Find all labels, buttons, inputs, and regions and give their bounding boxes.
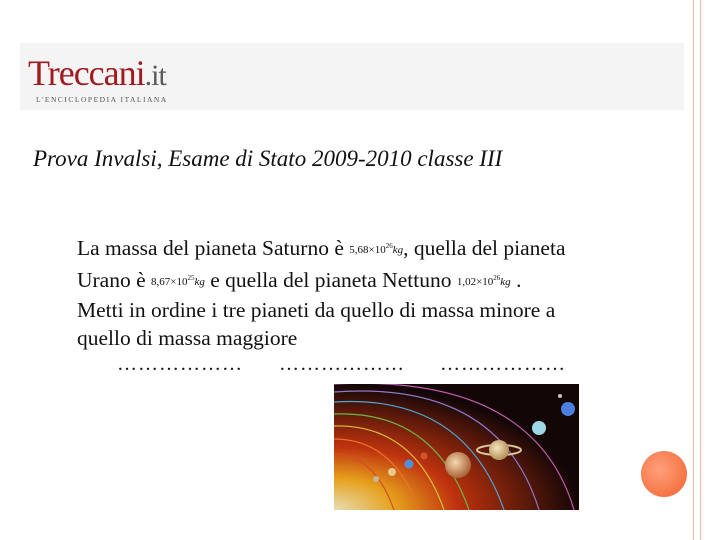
times-ten: ×10 (368, 244, 386, 256)
question-text-1b: , quella del pianeta (403, 236, 566, 260)
answer-blank-1: ……………… (117, 353, 243, 375)
logo-brand: Treccani (28, 53, 145, 93)
neptune-mass (457, 276, 511, 288)
saturn-exponent: 26 (385, 242, 393, 250)
planet-mercury (373, 476, 379, 482)
times-ten: ×10 (476, 276, 494, 288)
planet-mars (421, 453, 428, 460)
planet-uranus (532, 421, 546, 435)
question-line-4: quello di massa maggiore (77, 326, 298, 350)
planet-saturn (489, 440, 509, 460)
mass-unit: kg (194, 276, 205, 288)
question-line-1 (77, 232, 617, 264)
logo-tld: .it (144, 59, 166, 92)
neptune-mantissa: 1,02 (456, 276, 477, 288)
planet-neptune (561, 402, 575, 416)
answer-blank-2: ……………… (279, 353, 405, 375)
times-ten: ×10 (170, 276, 188, 288)
question-text-2b: e quella del pianeta Nettuno (210, 268, 452, 292)
treccani-logo (28, 55, 168, 104)
decor-circle (641, 451, 687, 497)
question-text-2a: Urano è (77, 268, 146, 292)
decor-rule-right (700, 0, 701, 540)
saturn-mantissa: 5,68 (349, 244, 369, 256)
question-text-1a: La massa del pianeta Saturno è (77, 236, 344, 260)
planet-earth (405, 460, 414, 469)
solar-system-image (334, 384, 579, 510)
mass-unit: kg (392, 244, 404, 256)
slide-subtitle: Prova Invalsi, Esame di Stato 2009-2010 classe III (33, 146, 503, 171)
decor-rule-left (693, 0, 694, 540)
planet-jupiter (445, 452, 471, 478)
question-line-3: Metti in ordine i tre pianeti da quello di massa minore a (77, 298, 556, 322)
uranus-mass (151, 276, 205, 288)
uranus-mantissa: 8,67 (151, 276, 171, 288)
logo-tagline: L'ENCICLOPEDIA ITALIANA (36, 95, 168, 104)
planet-venus (388, 468, 396, 476)
question-text (77, 232, 617, 352)
saturn-mass (349, 244, 403, 256)
question-line-2 (77, 264, 617, 296)
planet-pluto (558, 394, 562, 398)
question-text-2c: . (516, 268, 522, 292)
neptune-exponent: 26 (493, 274, 501, 282)
answer-blank-3: ……………… (440, 353, 566, 375)
uranus-exponent: 25 (187, 274, 195, 282)
mass-unit: kg (500, 276, 511, 288)
